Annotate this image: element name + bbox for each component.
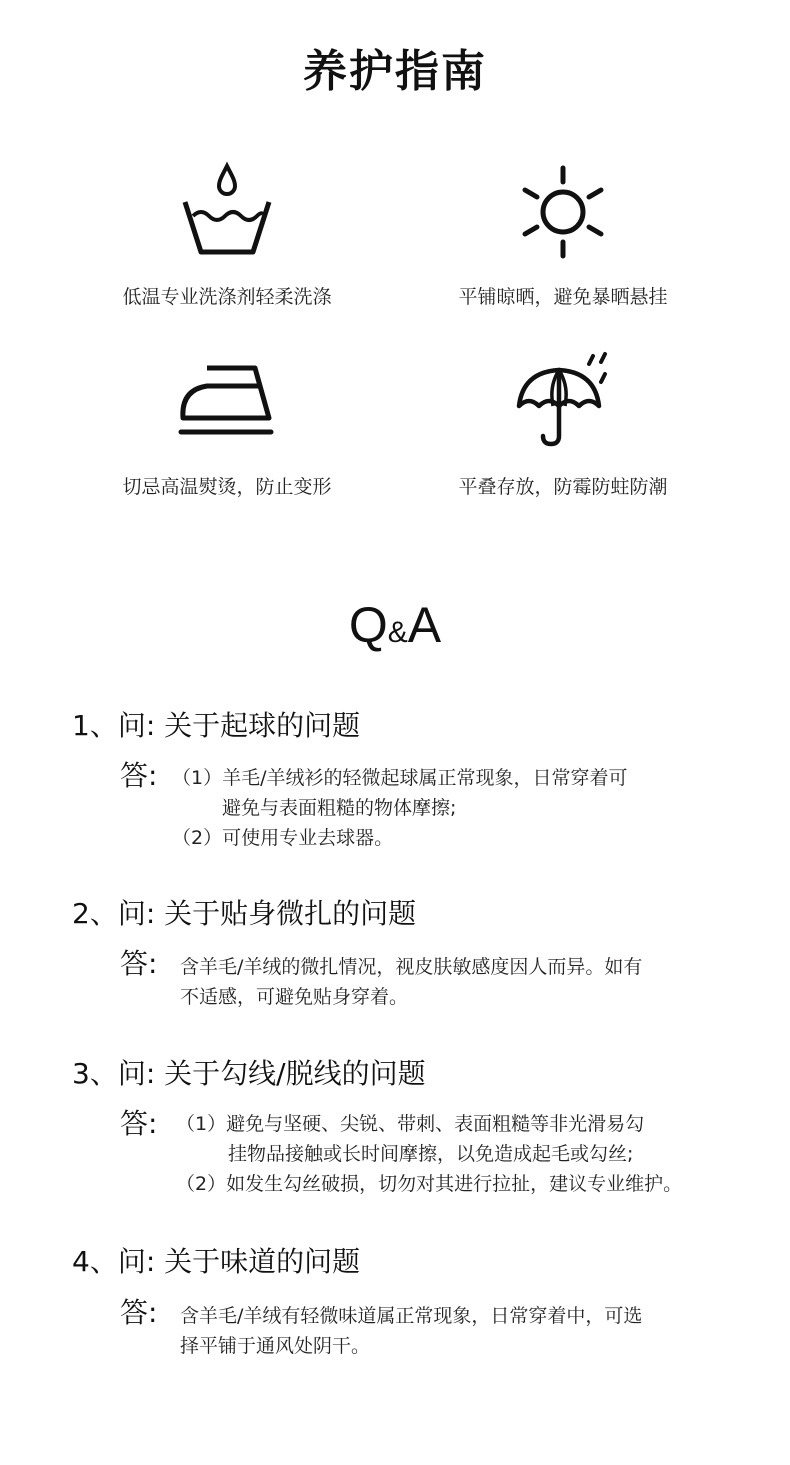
question-number: 2、 (72, 897, 118, 930)
question-number: 4、 (72, 1245, 118, 1278)
qa-title-a: A (407, 597, 442, 653)
care-label-iron: 切忌高温熨烫，防止变形 (122, 476, 332, 498)
question-text: 关于勾线/脱线的问题 (164, 1057, 426, 1090)
answer-line: （1）避免与坚硬、尖锐、带刺、表面粗糙等非光滑易勾 (176, 1113, 645, 1135)
answer-line: 避免与表面粗糙的物体摩擦; (222, 797, 457, 819)
question-prefix: 问: (117, 1057, 156, 1090)
wash-basin-icon (177, 160, 277, 260)
answer-label: 答: (120, 1296, 158, 1329)
care-label-store: 平叠存放，防霉防蛀防潮 (458, 476, 668, 498)
answer-line: 含羊毛/羊绒有轻微味道属正常现象，日常穿着中，可选 (180, 1305, 643, 1327)
care-guide-title: 养护指南 (303, 46, 487, 97)
care-label-wash: 低温专业洗涤剂轻柔洗涤 (122, 286, 332, 308)
care-item-iron (62, 350, 392, 510)
answer-line: （1）羊毛/羊绒衫的轻微起球属正常现象，日常穿着可 (172, 767, 628, 789)
question-heading (72, 1054, 426, 1094)
answer-label: 答: (120, 759, 158, 792)
care-item-store (398, 350, 728, 510)
question-text: 关于贴身微扎的问题 (164, 897, 417, 930)
qa-title-q: Q (348, 597, 388, 653)
umbrella-rain-icon (513, 350, 613, 450)
qa-title-amp: & (387, 616, 408, 649)
question-prefix: 问: (117, 709, 156, 742)
answer-label: 答: (120, 1107, 158, 1140)
care-item-wash (62, 160, 392, 320)
answer-line: （2）如发生勾丝破损，切勿对其进行拉扯，建议专业维护。 (176, 1173, 683, 1195)
care-item-dry (398, 160, 728, 320)
question-prefix: 问: (117, 1245, 156, 1278)
answer-line: 择平铺于通风处阴干。 (180, 1335, 371, 1357)
answer-line: （2）可使用专业去球器。 (172, 827, 394, 849)
qa-title (0, 590, 790, 668)
answer-line: 不适感，可避免贴身穿着。 (180, 986, 409, 1008)
answer-line: 含羊毛/羊绒的微扎情况，视皮肤敏感度因人而异。如有 (180, 956, 643, 978)
iron-icon (177, 360, 277, 440)
sun-icon (515, 164, 611, 260)
question-text: 关于起球的问题 (164, 709, 361, 742)
question-heading (72, 894, 416, 934)
question-number: 3、 (72, 1057, 118, 1090)
question-heading (72, 1242, 360, 1282)
care-label-dry: 平铺晾晒，避免暴晒悬挂 (458, 286, 668, 308)
question-prefix: 问: (117, 897, 156, 930)
answer-label: 答: (120, 947, 158, 980)
question-text: 关于味道的问题 (164, 1245, 361, 1278)
question-heading (72, 706, 360, 746)
answer-line: 挂物品接触或长时间摩擦，以免造成起毛或勾丝; (228, 1143, 634, 1165)
question-number: 1、 (72, 709, 118, 742)
